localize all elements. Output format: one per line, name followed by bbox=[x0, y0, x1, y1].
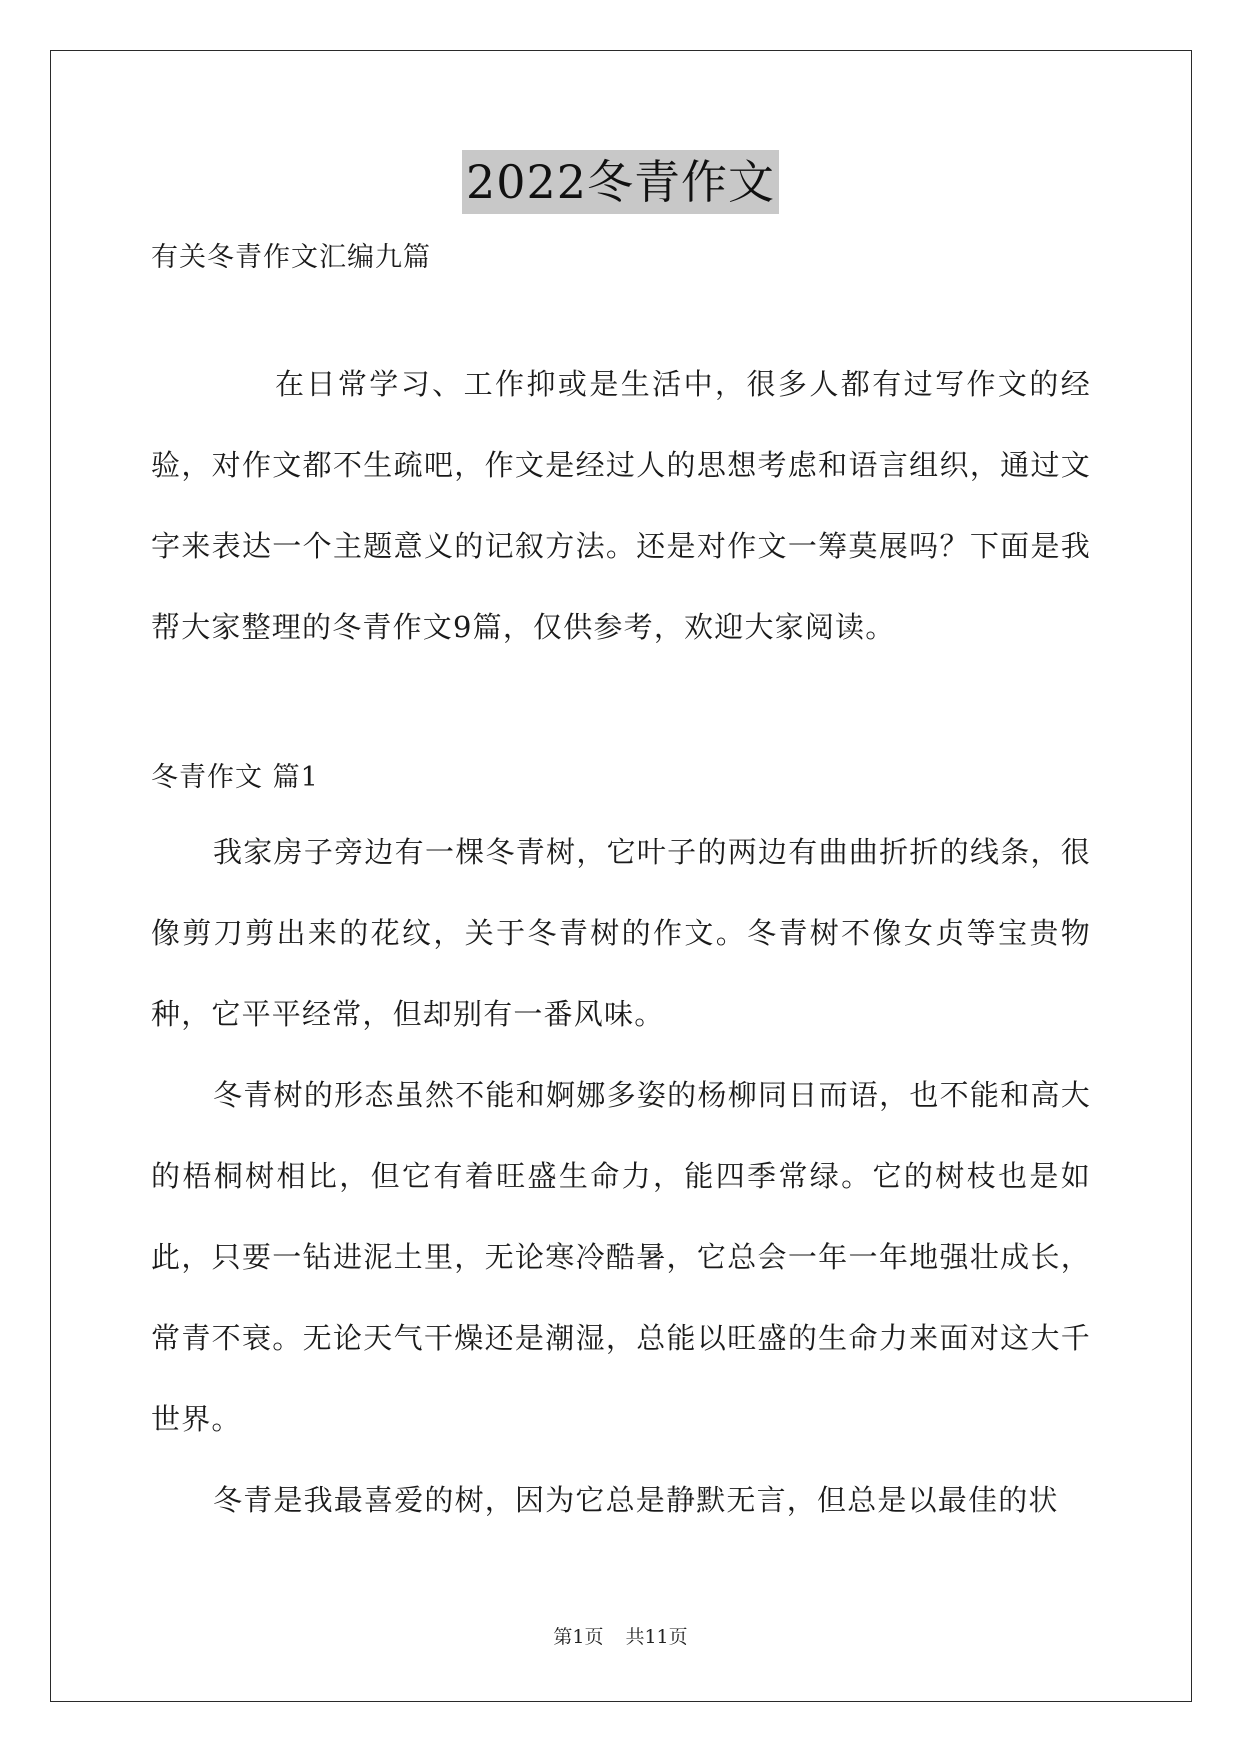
intro-paragraph: 在日常学习、工作抑或是生活中，很多人都有过写作文的经验，对作文都不生疏吧，作文是经过人的思想考虑和语言组织，通过文字来表达一个主题意义的记叙方法。还是对作文一筹莫展吗？下面是我帮大家整理的冬青作文9篇，仅供参考，欢迎大家阅读。 bbox=[151, 367, 1091, 644]
document-subtitle: 有关冬青作文汇编九篇 bbox=[151, 242, 431, 273]
paragraph-1: 我家房子旁边有一棵冬青树，它叶子的两边有曲曲折折的线条，很像剪刀剪出来的花纹，关于冬青树的作文。冬青树不像女贞等宝贵物种，它平平经常，但却别有一番风味。 bbox=[151, 835, 1091, 1031]
paragraph-2: 冬青树的形态虽然不能和婀娜多姿的杨柳同日而语，也不能和高大的梧桐树相比，但它有着旺盛生命力，能四季常绿。它的树枝也是如此，只要一钻进泥土里，无论寒冷酷暑，它总会一年一年地强壮成长，常青不衰。无论天气干燥还是潮湿，总能以旺盛的生命力来面对这大千世界。 bbox=[151, 1078, 1091, 1436]
title-container bbox=[0, 150, 1241, 214]
document-title: 2022冬青作文 bbox=[462, 150, 779, 214]
section-heading: 冬青作文 篇1 bbox=[151, 762, 319, 793]
paragraph-3: 冬青是我最喜爱的树，因为它总是静默无言，但总是以最佳的状 bbox=[213, 1483, 1059, 1517]
page-footer bbox=[0, 1625, 1241, 1649]
page-total: 共11页 bbox=[625, 1626, 688, 1648]
page-number: 第1页 bbox=[553, 1626, 604, 1648]
